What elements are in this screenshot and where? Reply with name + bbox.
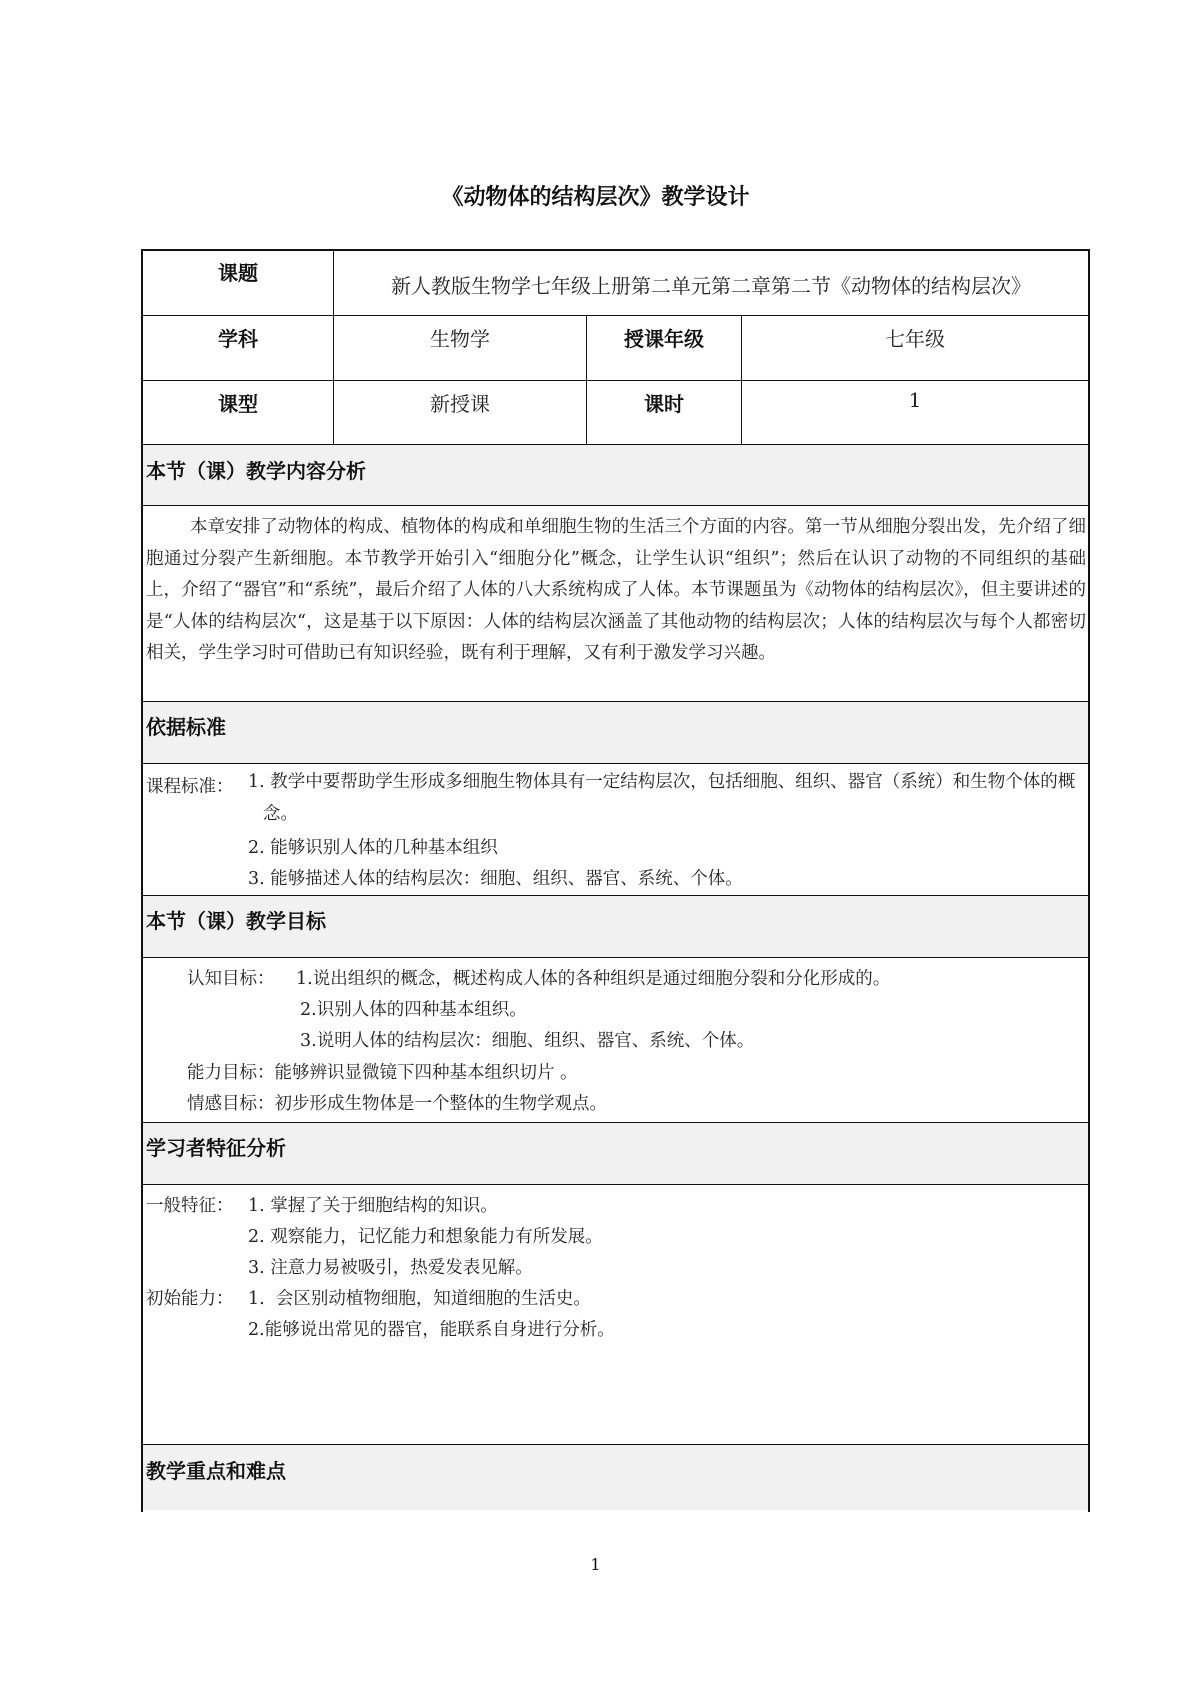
initial-ability-2: 2.能够说出常见的器官，能联系自身进行分析。: [248, 1320, 615, 1340]
cognitive-label: 认知目标：: [187, 969, 275, 989]
row-divider: [141, 895, 1090, 896]
row-divider: [141, 1122, 1090, 1123]
row-divider: [141, 1444, 1090, 1445]
general-feature-2: 2. 观察能力，记忆能力和想象能力有所发展。: [248, 1227, 603, 1247]
row-divider: [141, 1184, 1090, 1185]
initial-label: 初始能力：: [146, 1289, 234, 1309]
learners-heading: 学习者特征分析: [146, 1136, 286, 1160]
row-divider: [141, 957, 1090, 958]
content-analysis-text: 本章安排了动物体的构成、植物体的构成和单细胞生物的生活三个方面的内容。第一节从细胞分裂出发，先介绍了细胞通过分裂产生新细胞。本节教学开始引入“细胞分化”概念，让学生认识“组织”；然后在认识了动物的不同组织的基础上，介绍了“器官”和“系统”，最后介绍了人体的八大系统构成了人体。本节课题虽为《动物体的结构层次》，但主要讲述的是“人体的结构层次“，这是基于以下原因：人体的结构层次涵盖了其他动物的结构层次；人体的结构层次与每个人都密切相关，学生学习时可借助已有知识经验，既有利于理解，又有利于激发学习兴趣。: [146, 517, 1086, 663]
objectives-heading: 本节（课）教学目标: [146, 909, 326, 933]
key-points-heading: 教学重点和难点: [146, 1459, 286, 1483]
subject-label: 学科: [218, 327, 258, 351]
row-divider: [141, 444, 1090, 445]
general-label: 一般特征：: [146, 1196, 234, 1216]
cognitive-objective-3: 3.说明人体的结构层次：细胞、组织、器官、系统、个体。: [300, 1031, 755, 1051]
row-divider: [141, 380, 1090, 381]
row-divider: [141, 701, 1090, 702]
cognitive-objective-1: 1.说出组织的概念，概述构成人体的各种组织是通过细胞分裂和分化形成的。: [296, 969, 891, 989]
subject-value: 生物学: [430, 327, 490, 351]
document-title: 《动物体的结构层次》教学设计: [441, 185, 750, 210]
row-divider: [141, 505, 1090, 506]
row-divider: [141, 315, 1090, 316]
general-feature-3: 3. 注意力易被吸引，热爱发表见解。: [248, 1258, 533, 1278]
standards-label: 课程标准：: [146, 777, 234, 797]
hours-label: 课时: [644, 392, 684, 416]
grade-label: 授课年级: [624, 327, 704, 351]
type-label: 课型: [218, 392, 258, 416]
emotion-objective: 情感目标：初步形成生物体是一个整体的生物学观点。: [187, 1094, 607, 1114]
grade-value: 七年级: [885, 327, 945, 351]
standards-item-2: 2. 能够识别人体的几种基本组织: [248, 838, 498, 858]
general-feature-1: 1. 掌握了关于细胞结构的知识。: [248, 1196, 498, 1216]
standards-item-1: 1. 教学中要帮助学生形成多细胞生物体具有一定结构层次，包括细胞、组织、器官（系统）和生物个体的概念。: [248, 772, 1076, 824]
cognitive-objective-2: 2.识别人体的四种基本组织。: [300, 1000, 527, 1020]
topic-value: 新人教版生物学七年级上册第二单元第二章第二节《动物体的结构层次》: [391, 274, 1031, 298]
standards-item-3: 3. 能够描述人体的结构层次：细胞、组织、器官、系统、个体。: [248, 869, 743, 889]
row-divider: [141, 763, 1090, 764]
content-analysis-heading: 本节（课）教学内容分析: [146, 459, 366, 483]
initial-ability-1: 1. 会区别动植物细胞，知道细胞的生活史。: [248, 1289, 591, 1309]
hours-value: 1: [908, 388, 922, 412]
topic-label: 课题: [218, 261, 258, 285]
standards-heading: 依据标准: [146, 715, 226, 739]
page-number: 1: [590, 1555, 601, 1574]
type-value: 新授课: [430, 392, 490, 416]
ability-objective: 能力目标：能够辨识显微镜下四种基本组织切片 。: [187, 1063, 578, 1083]
